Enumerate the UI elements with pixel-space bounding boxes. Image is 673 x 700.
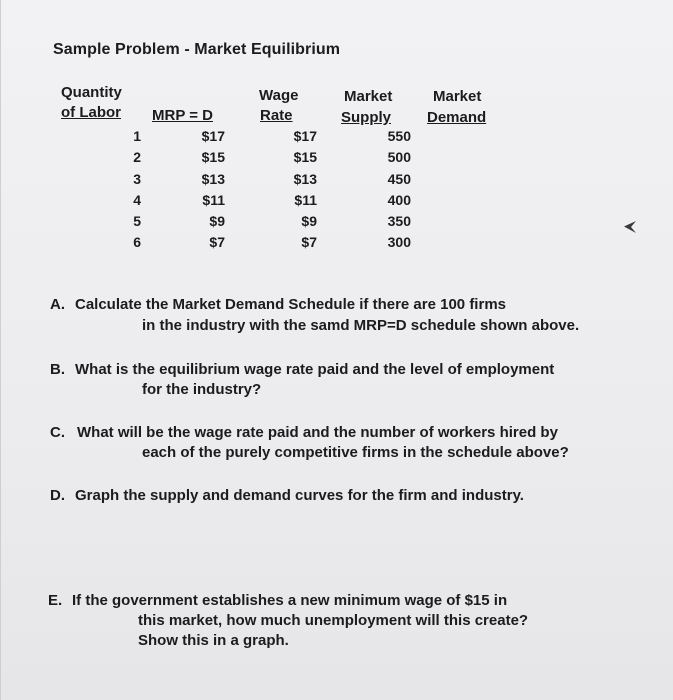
cell-quantity: 5 xyxy=(133,213,141,229)
cell-quantity: 6 xyxy=(133,234,141,250)
cell-quantity: 3 xyxy=(133,171,141,187)
question-text: for the industry? xyxy=(142,381,262,398)
cell-supply: 400 xyxy=(387,192,411,208)
question-letter: D. xyxy=(50,487,65,504)
header-wage: Wage xyxy=(259,87,299,104)
cell-wage: $11 xyxy=(294,192,317,208)
cell-supply: 450 xyxy=(387,171,411,187)
question-text: this market, how much unemployment will this create? xyxy=(138,612,529,629)
question-text: Calculate the Market Demand Schedule if there are 100 firms xyxy=(75,296,506,313)
cell-mrp: $17 xyxy=(201,128,225,144)
cell-wage: $13 xyxy=(293,171,317,187)
cell-wage: $9 xyxy=(301,213,317,229)
cell-mrp: $7 xyxy=(209,234,225,250)
cell-supply: 300 xyxy=(387,234,411,250)
cell-wage: $7 xyxy=(301,234,317,250)
cell-mrp: $13 xyxy=(201,171,225,187)
cell-wage: $15 xyxy=(293,149,317,165)
header-of-labor: of Labor xyxy=(61,104,121,121)
question-d xyxy=(50,486,650,508)
question-text: If the government establishes a new minimum wage of $15 in xyxy=(72,592,508,609)
cell-supply: 550 xyxy=(387,128,411,144)
header-quantity: Quantity xyxy=(61,84,122,101)
page-title: Sample Problem - Market Equilibrium xyxy=(53,41,341,58)
question-text: What will be the wage rate paid and the number of workers hired by xyxy=(77,424,558,441)
cell-mrp: $9 xyxy=(209,213,225,229)
cursor-arrow-icon xyxy=(623,220,637,234)
cell-supply: 350 xyxy=(387,213,411,229)
cell-mrp: $11 xyxy=(202,192,225,208)
question-text: Graph the supply and demand curves for the firm and industry. xyxy=(75,487,524,504)
question-c xyxy=(50,423,660,465)
question-letter: A. xyxy=(50,296,65,313)
question-e xyxy=(48,591,648,655)
question-letter: E. xyxy=(48,592,63,609)
cell-supply: 500 xyxy=(387,149,411,165)
cell-quantity: 1 xyxy=(133,128,141,144)
header-market-demand-1: Market xyxy=(433,88,482,105)
header-market-supply-2: Supply xyxy=(341,109,392,126)
header-mrp: MRP = D xyxy=(152,107,213,124)
cell-quantity: 4 xyxy=(133,192,141,208)
header-market-demand-2: Demand xyxy=(427,109,487,126)
question-text: in the industry with the samd MRP=D schedule shown above. xyxy=(142,317,580,334)
question-a xyxy=(50,295,650,337)
cell-wage: $17 xyxy=(293,128,317,144)
header-market-supply-1: Market xyxy=(344,88,393,105)
question-text: each of the purely competitive firms in the schedule above? xyxy=(142,444,569,461)
cell-mrp: $15 xyxy=(201,149,225,165)
cell-quantity: 2 xyxy=(133,149,141,165)
question-text: Show this in a graph. xyxy=(138,632,289,649)
header-rate: Rate xyxy=(260,107,293,124)
question-letter: B. xyxy=(50,361,65,378)
question-b xyxy=(50,360,660,402)
question-letter: C. xyxy=(50,424,65,441)
question-text: What is the equilibrium wage rate paid and the level of employment xyxy=(75,361,555,378)
